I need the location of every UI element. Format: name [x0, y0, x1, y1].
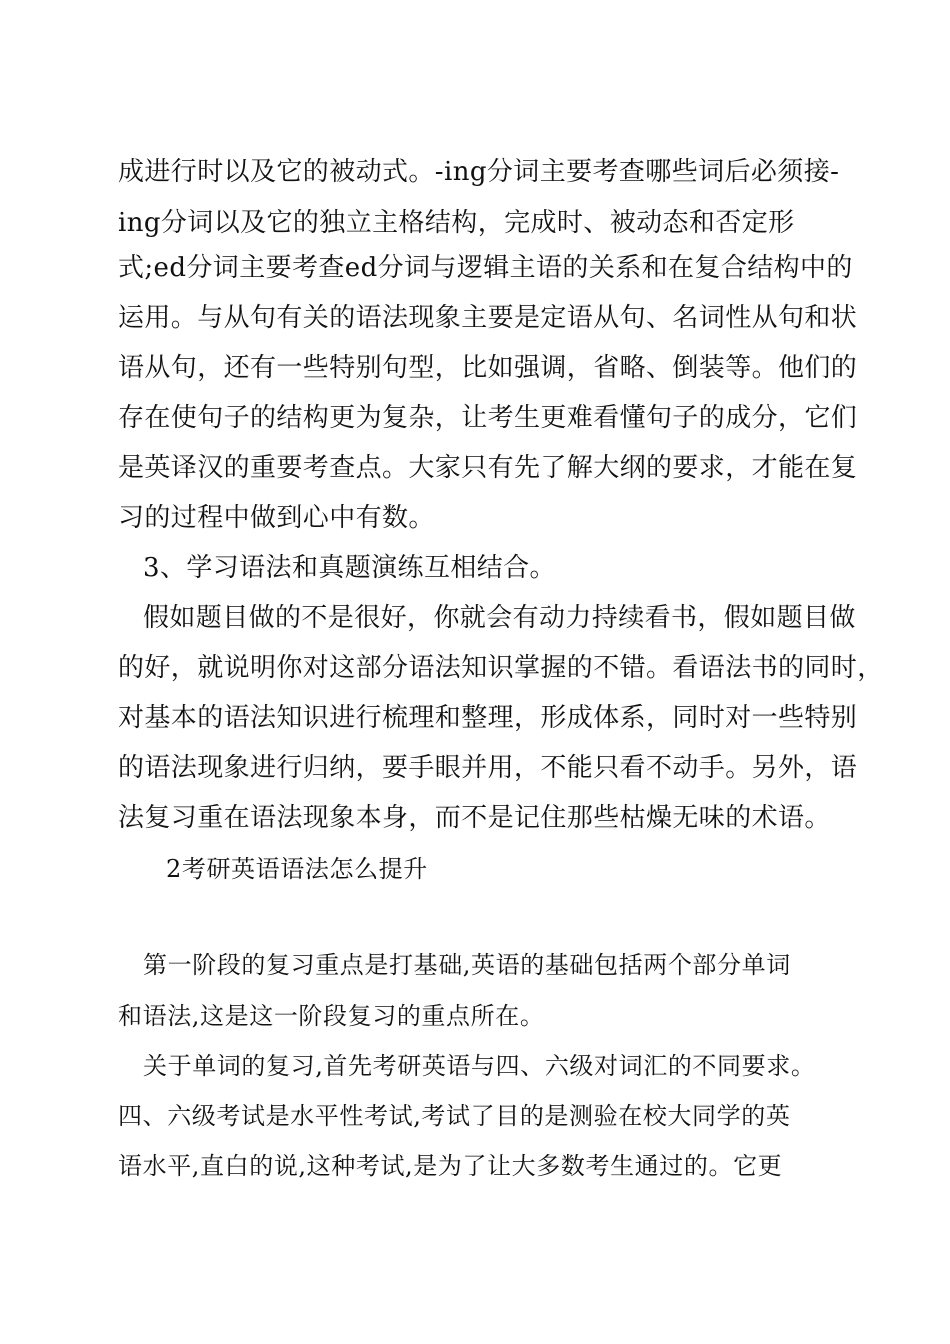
- paragraph-1-line-4: 运用。与从句有关的语法现象主要是定语从句、名词性从句和状: [118, 303, 858, 333]
- paragraph-4-line-3: 语水平,直白的说,这种考试,是为了让大多数考生通过的。它更: [118, 1152, 783, 1180]
- paragraph-2-line-4: 的语法现象进行归纳，要手眼并用，不能只看不动手。另外，语: [118, 753, 858, 783]
- paragraph-2-line-3: 对基本的语法知识进行梳理和整理，形成体系，同时对一些特别: [118, 703, 858, 733]
- paragraph-1-line-2: ing分词以及它的独立主格结构，完成时、被动态和否定形: [118, 208, 795, 238]
- paragraph-1-line-6: 存在使句子的结构更为复杂，让考生更难看懂句子的成分，它们: [118, 403, 858, 433]
- paragraph-2-line-5: 法复习重在语法现象本身，而不是记住那些枯燥无味的术语。: [118, 803, 831, 833]
- paragraph-4-line-2: 四、六级考试是水平性考试,考试了目的是测验在校大同学的英: [118, 1102, 791, 1130]
- paragraph-3-line-1: 第一阶段的复习重点是打基础,英语的基础包括两个部分单词: [143, 951, 791, 979]
- section-2-heading: 2考研英语语法怎么提升: [166, 855, 428, 883]
- paragraph-1-line-7: 是英译汉的重要考查点。大家只有先了解大纲的要求，才能在复: [118, 453, 858, 483]
- paragraph-1-line-8: 习的过程中做到心中有数。: [118, 503, 435, 533]
- point-3-heading: 3、学习语法和真题演练互相结合。: [143, 553, 556, 583]
- paragraph-1-line-1: 成进行时以及它的被动式。-ing分词主要考查哪些词后必须接-: [118, 157, 840, 187]
- paragraph-2-line-1: 假如题目做的不是很好，你就会有动力持续看书，假如题目做: [143, 603, 856, 633]
- paragraph-1-line-5: 语从句，还有一些特别句型，比如强调，省略、倒装等。他们的: [118, 353, 858, 383]
- paragraph-2-line-2: 的好，就说明你对这部分语法知识掌握的不错。看语法书的同时，: [118, 653, 884, 683]
- paragraph-4-line-1: 关于单词的复习,首先考研英语与四、六级对词汇的不同要求。: [143, 1052, 816, 1080]
- paragraph-1-line-3: 式;ed分词主要考查ed分词与逻辑主语的关系和在复合结构中的: [118, 253, 853, 283]
- paragraph-3-line-2: 和语法,这是这一阶段复习的重点所在。: [118, 1002, 545, 1030]
